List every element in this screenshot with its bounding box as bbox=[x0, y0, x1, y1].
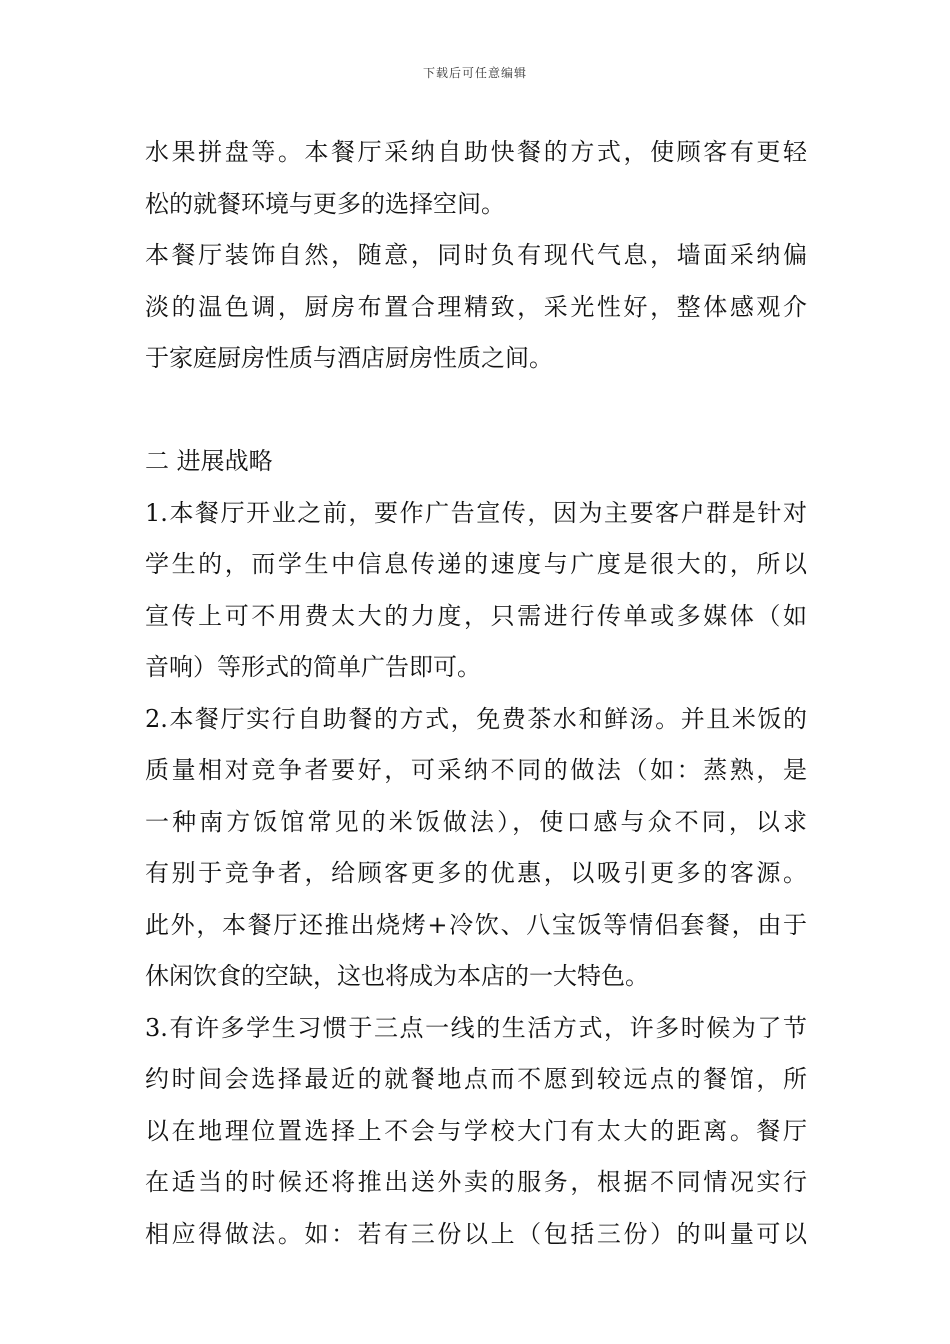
paragraph-buffet-intro bbox=[145, 127, 807, 230]
text-line: 相应得做法。如：若有三份以上（包括三份）的叫量可以 bbox=[145, 1219, 807, 1248]
text-line: 本餐厅装饰自然，随意，同时负有现代气息，墙面采纳偏 bbox=[145, 241, 807, 269]
text-line: 于家庭厨房性质与酒店厨房性质之间。 bbox=[145, 344, 553, 372]
blank-line bbox=[145, 385, 807, 437]
text-line: 3.有许多学生习惯于三点一线的生活方式，许多时候为了节 bbox=[145, 1013, 807, 1042]
document-body bbox=[145, 127, 807, 1260]
text-line: 休闲饮食的空缺，这也将成为本店的一大特色。 bbox=[145, 962, 649, 990]
text-line: 质量相对竞争者要好，可采纳不同的做法（如：蒸熟，是 bbox=[145, 756, 807, 784]
text-line: 淡的温色调，厨房布置合理精致，采光性好，整体感观介 bbox=[145, 292, 807, 321]
text-line: 此外，本餐厅还推出烧烤+冷饮、八宝饭等情侣套餐，由于 bbox=[145, 910, 807, 939]
text-line: 一种南方饭馆常见的米饭做法），使口感与众不同，以求 bbox=[145, 807, 807, 836]
text-line: 松的就餐环境与更多的选择空间。 bbox=[145, 189, 505, 218]
paragraph-strategy-1 bbox=[145, 488, 807, 694]
text-line: 在适当的时候还将推出送外卖的服务，根据不同情况实行 bbox=[145, 1168, 807, 1196]
text-line: 有别于竞争者，给顾客更多的优惠，以吸引更多的客源。 bbox=[145, 859, 807, 887]
text-line: 学生的，而学生中信息传递的速度与广度是很大的，所以 bbox=[145, 550, 807, 578]
text-line: 以在地理位置选择上不会与学校大门有太大的距离。餐厅 bbox=[145, 1116, 807, 1145]
text-line: 2.本餐厅实行自助餐的方式，免费茶水和鲜汤。并且米饭的 bbox=[145, 704, 807, 733]
paragraph-decoration bbox=[145, 230, 807, 385]
section-heading bbox=[145, 436, 807, 488]
page-header: 下载后可任意编辑 bbox=[422, 66, 527, 80]
paragraph-strategy-2 bbox=[145, 694, 807, 1003]
text-line: 1.本餐厅开业之前，要作广告宣传，因为主要客户群是针对 bbox=[145, 498, 807, 527]
paragraph-strategy-3 bbox=[145, 1003, 807, 1261]
text-line: 音响）等形式的简单广告即可。 bbox=[145, 653, 481, 681]
text-line: 水果拼盘等。本餐厅采纳自助快餐的方式，使顾客有更轻 bbox=[145, 138, 807, 166]
text-line: 约时间会选择最近的就餐地点而不愿到较远点的餐馆，所 bbox=[145, 1065, 807, 1093]
section-heading-text: 二 进展战略 bbox=[145, 447, 273, 475]
text-line: 宣传上可不用费太大的力度，只需进行传单或多媒体（如 bbox=[145, 601, 807, 630]
